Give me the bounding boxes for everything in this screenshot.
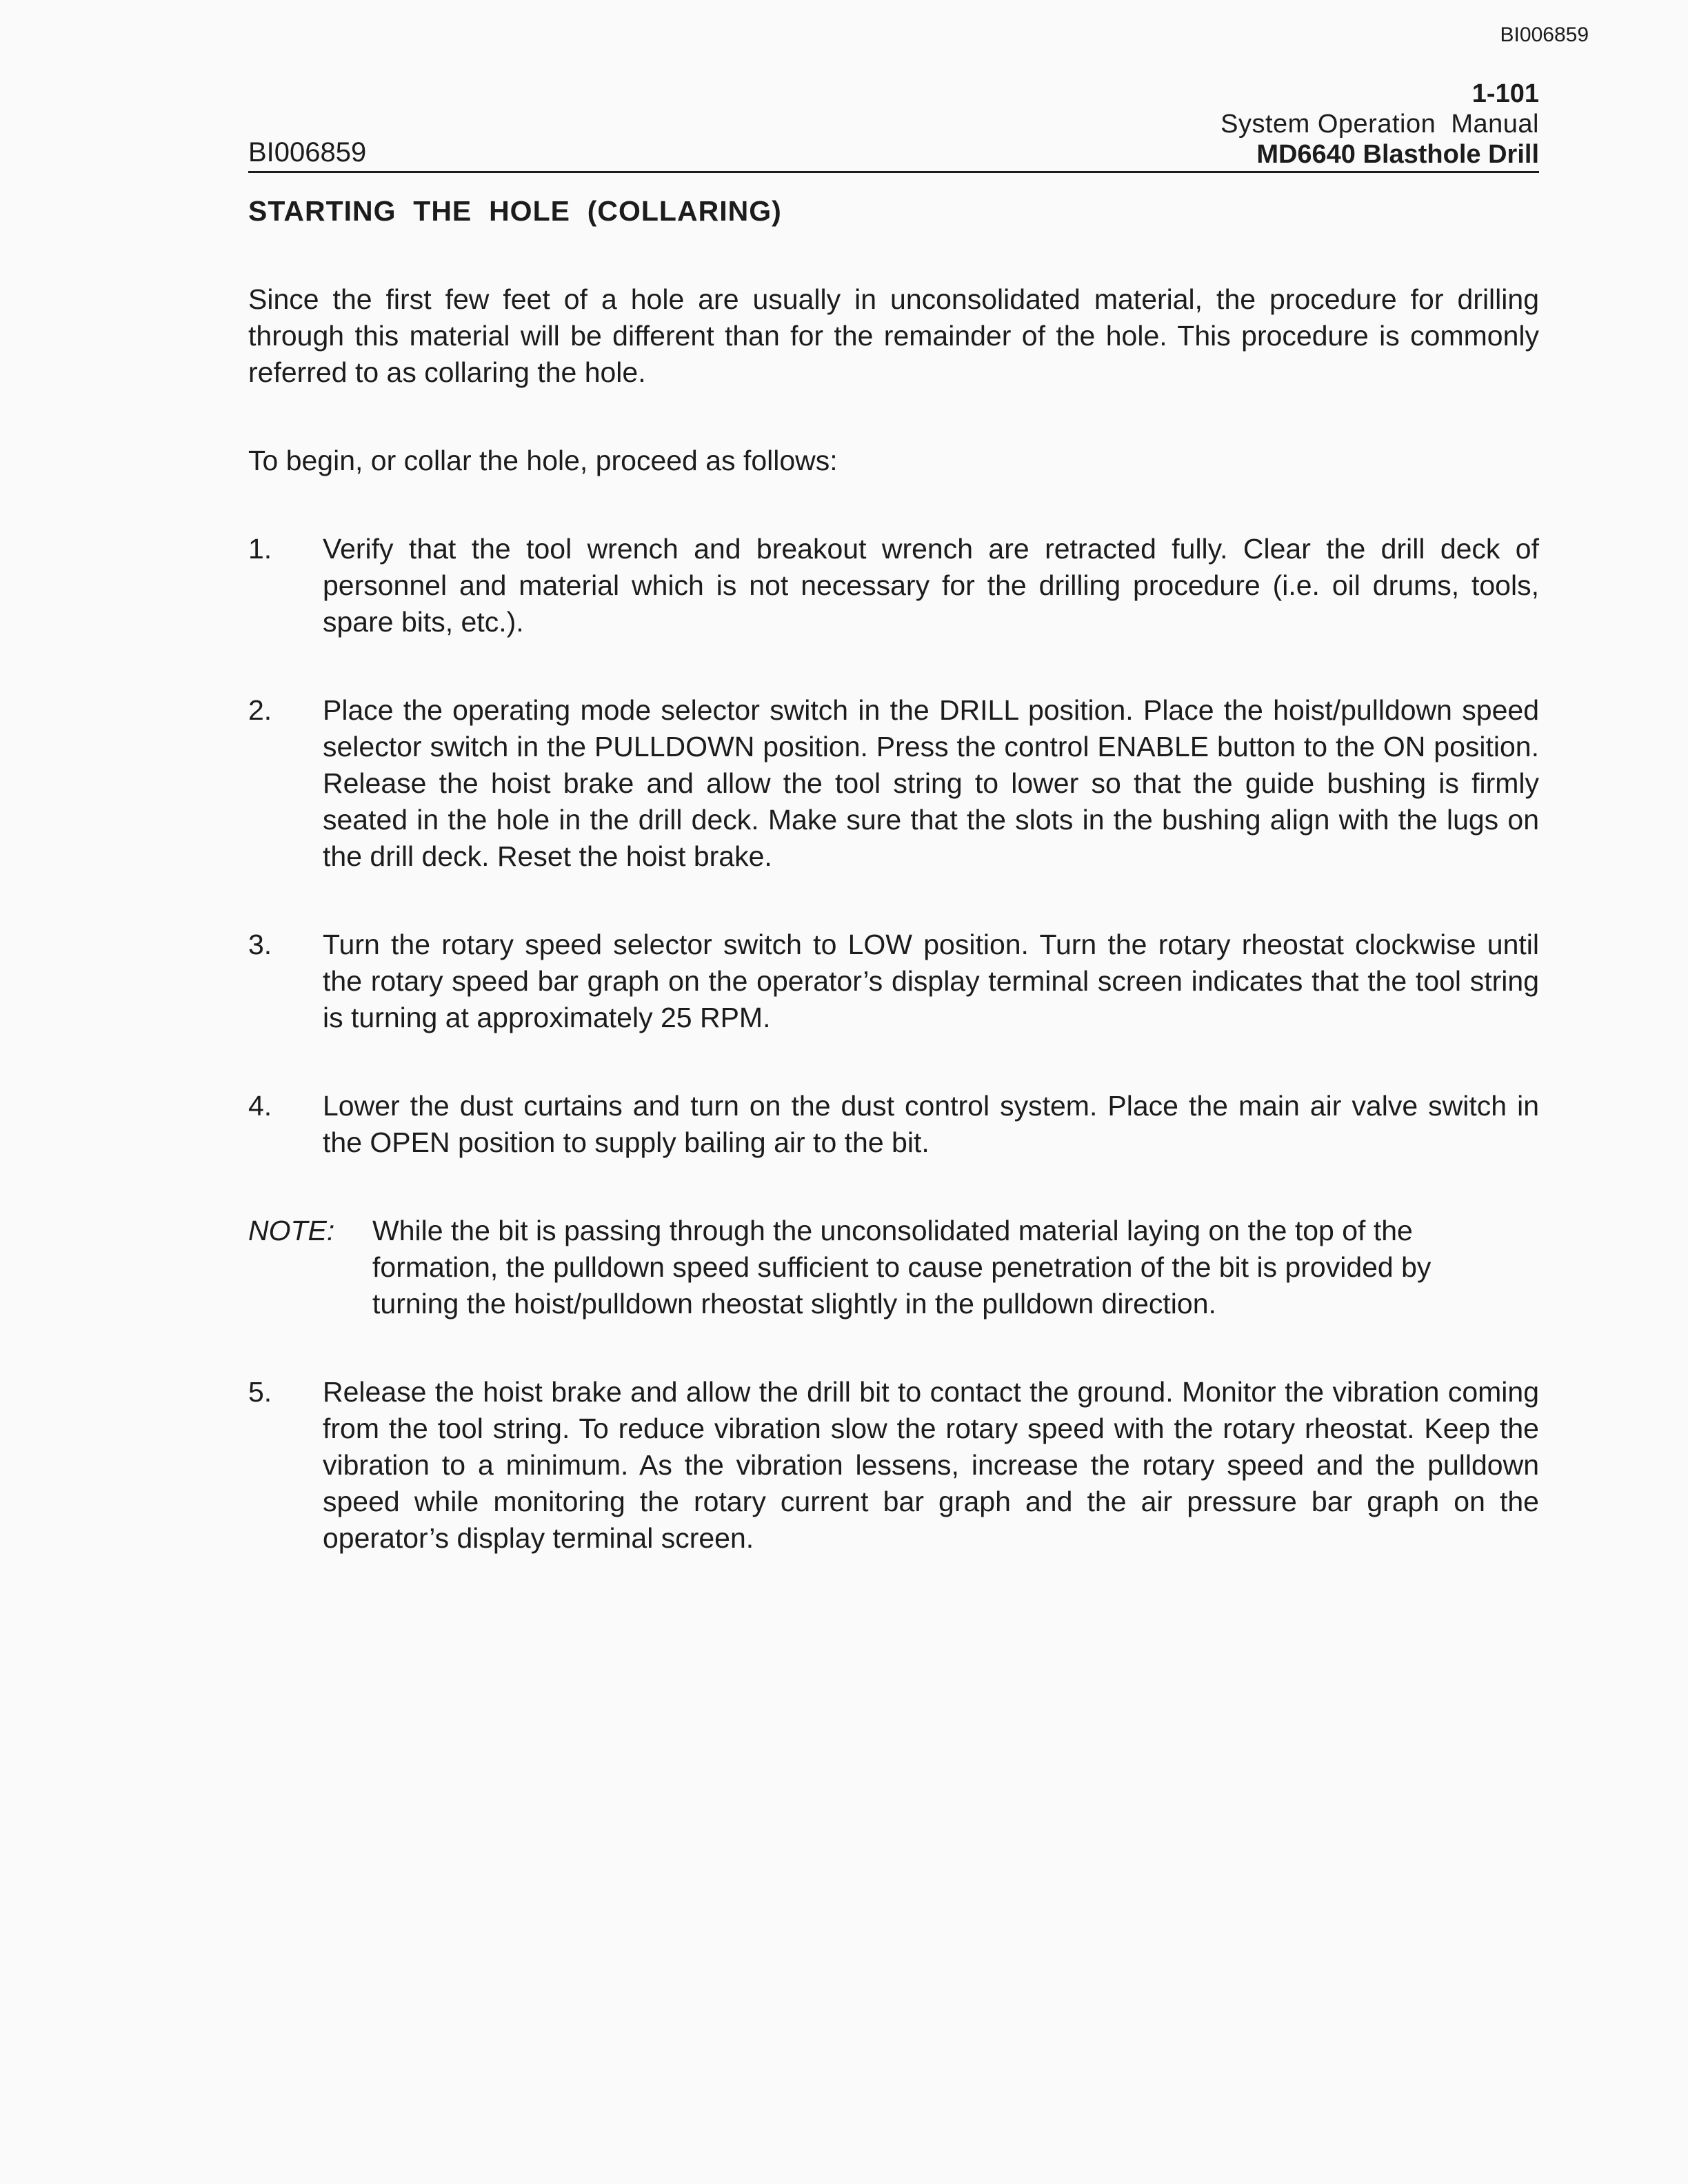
step-1: [248, 531, 1539, 640]
header-right-block: [1220, 79, 1539, 170]
manual-title: System Operation Manual: [1220, 110, 1539, 139]
step-4: [248, 1088, 1539, 1161]
page-id: BI006859: [1500, 23, 1589, 46]
step-number: 2.: [248, 694, 272, 726]
step-number: 5.: [248, 1376, 272, 1408]
page-number: 1-101: [1471, 79, 1539, 108]
lead-in-paragraph: To begin, or collar the hole, proceed as follows:: [248, 445, 838, 476]
note-label: NOTE:: [248, 1215, 335, 1246]
header-doc-id: BI006859: [248, 137, 367, 168]
step-number: 4.: [248, 1090, 272, 1122]
step-text: Verify that the tool wrench and breakout wrench are retracted fully. Clear the drill deck of personnel and material which is not necessary for the drilling procedure (i.e. oil drums, tools, spare bits, etc.).: [323, 533, 1539, 638]
step-3: [248, 927, 1539, 1036]
section-title: STARTING THE HOLE (COLLARING): [248, 195, 782, 227]
step-2: [248, 692, 1539, 875]
note-text: While the bit is passing through the unconsolidated material laying on the top of the formation, the pulldown speed sufficient to cause penetration of the bit is provided by turning the hoist/pulldown rheostat slightly in the pulldown direction.: [372, 1215, 1431, 1320]
step-number: 3.: [248, 929, 272, 960]
intro-paragraph: Since the first few feet of a hole are usually in unconsolidated material, the procedure for drilling through this material will be different than for the remainder of the hole. This procedure is commonly referred to as collaring the hole.: [248, 283, 1539, 388]
main-content: [248, 193, 1539, 1608]
step-5: [248, 1374, 1539, 1557]
step-text: Release the hoist brake and allow the drill bit to contact the ground. Monitor the vibration coming from the tool string. To reduce vibration slow the rotary speed with the rotary rheostat. Keep the vibration to a minimum. As the vibration lessens, increase the rotary speed and the pulldown speed while monitoring the rotary current bar graph and the air pressure bar graph on the operator’s display terminal screen.: [323, 1376, 1539, 1554]
note-block: [248, 1213, 1539, 1322]
step-number: 1.: [248, 533, 272, 565]
step-text: Turn the rotary speed selector switch to LOW position. Turn the rotary rheostat clockwise until the rotary speed bar graph on the operator’s display terminal screen indicates that the tool string is turning at approximately 25 RPM.: [323, 929, 1539, 1033]
step-text: Place the operating mode selector switch in the DRILL position. Place the hoist/pulldown speed selector switch in the PULLDOWN position. Press the control ENABLE button to the ON position. Release the hoist brake and allow the tool string to lower so that the guide bushing is firmly seated in the hole in the drill deck. Make sure that the slots in the bushing align with the lugs on the drill deck. Reset the hoist brake.: [323, 694, 1539, 872]
model-name: MD6640 Blasthole Drill: [1256, 140, 1539, 169]
step-text: Lower the dust curtains and turn on the dust control system. Place the main air valve switch in the OPEN position to supply bailing air to the bit.: [323, 1090, 1539, 1158]
page-header: [248, 76, 1539, 173]
